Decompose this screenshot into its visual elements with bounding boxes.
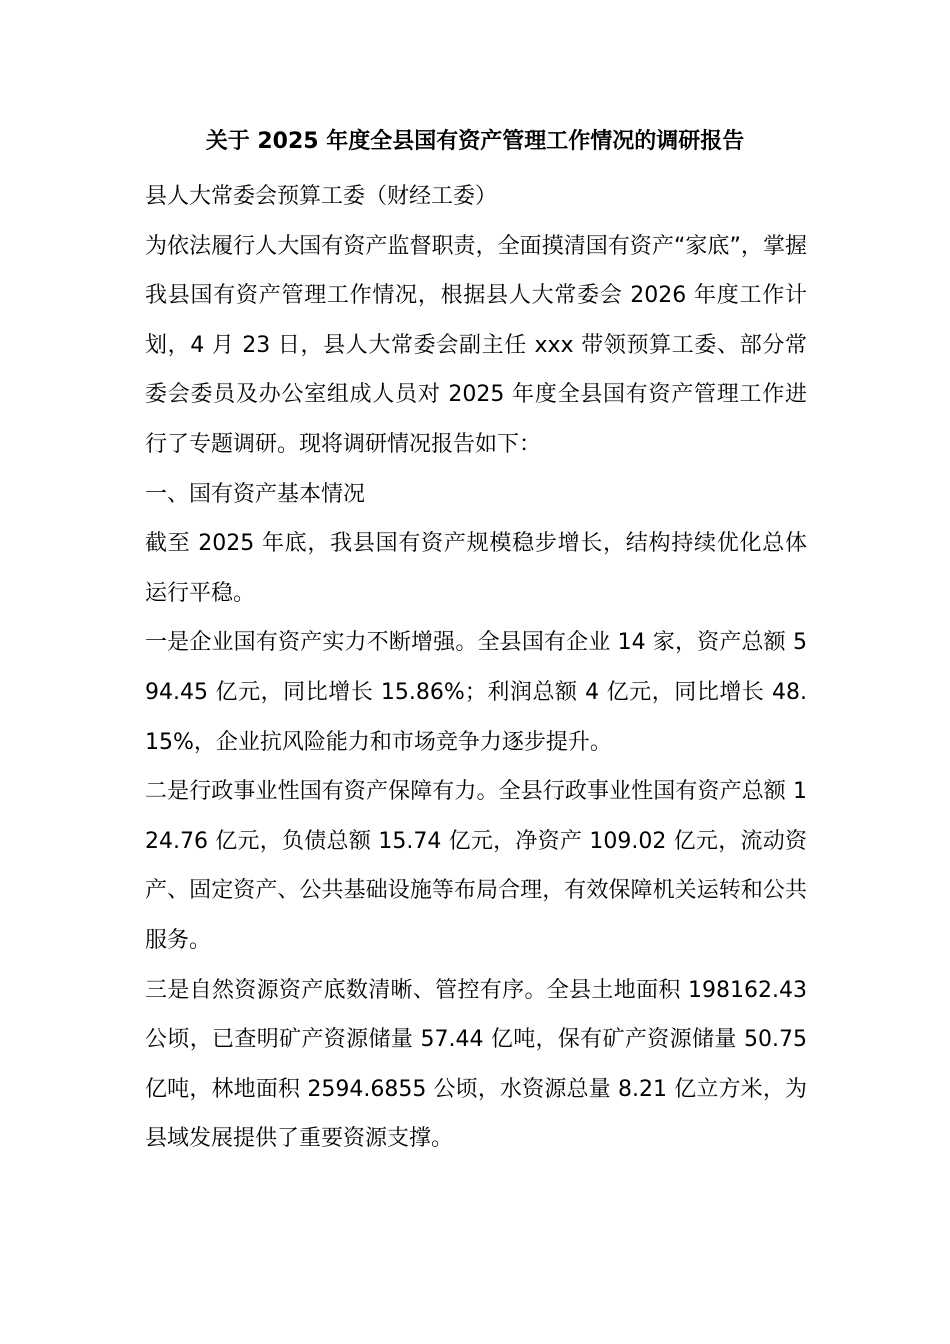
- document-body: [145, 172, 807, 1164]
- author-line: 县人大常委会预算工委（财经工委）: [145, 184, 498, 209]
- point-paragraph-3: 三是自然资源资产底数清晰、管控有序。全县土地面积 198162.43 公顷，已查明矿产资源储量 57.44 亿吨，保有矿产资源储量 50.75 亿吨，林地面积 2594.6855 公顷，水资源总量 8.21 亿立方米，为县域发展提供了重要资源支撑。: [145, 977, 807, 1152]
- intro-paragraph: 为依法履行人大国有资产监督职责，全面摸清国有资产“家底”，掌握我县国有资产管理工作情况，根据县人大常委会 2026 年度工作计划，4 月 23 日，县人大常委会副主任 xxx 带领预算工委、部分常委会委员及办公室组成人员对 2025 年度全县国有资产管理工作进行了专题调研。现将调研情况报告如下：: [145, 233, 807, 457]
- section-heading: 一、国有资产基本情况: [145, 481, 366, 507]
- point-paragraph-1: 一是企业国有资产实力不断增强。全县国有企业 14 家，资产总额 594.45 亿元，同比增长 15.86%；利润总额 4 亿元，同比增长 48.15%，企业抗风险能力和市场竞争力逐步提升。: [145, 630, 807, 755]
- document-title: 关于 2025 年度全县国有资产管理工作情况的调研报告: [205, 129, 745, 154]
- point-paragraph-2: 二是行政事业性国有资产保障有力。全县行政事业性国有资产总额 124.76 亿元，负债总额 15.74 亿元，净资产 109.02 亿元，流动资产、固定资产、公共基础设施等布局合理，有效保障机关运转和公共服务。: [145, 779, 807, 953]
- section-summary-paragraph: 截至 2025 年底，我县国有资产规模稳步增长，结构持续优化总体运行平稳。: [145, 531, 807, 606]
